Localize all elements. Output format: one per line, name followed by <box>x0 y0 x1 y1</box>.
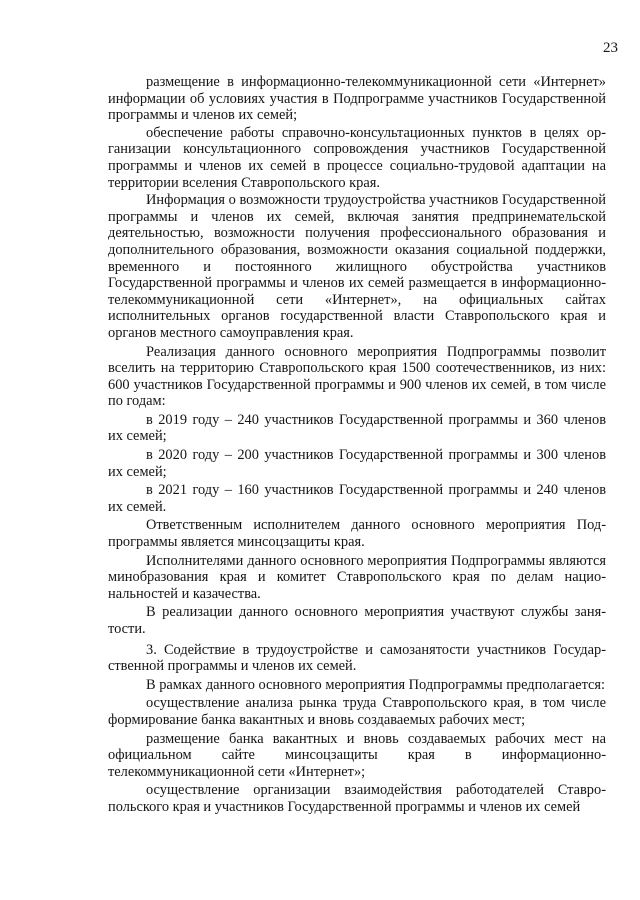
paragraph-year-2020: в 2020 году – 200 участников Государственной программы и 300 членов их семей; <box>108 447 606 480</box>
paragraph-year-2021: в 2021 году – 160 участников Государственной программы и 240 членов их семей. <box>108 482 606 515</box>
paragraph-internet-info: размещение в информационно-телекоммуникационной сети «Интернет» информации об условиях участия в Подпрограмме участников Государственной программы и членов их семей; <box>108 74 606 124</box>
paragraph-executors: Исполнителями данного основного мероприятия Подпрограммы являются минобразования края и комитет Ставропольского края по делам национальностей и казачества. <box>108 552 606 602</box>
paragraph-measure-intro: В рамках данного основного мероприятия Подпрограммы предполагается: <box>146 676 606 693</box>
paragraph-employment-info: Информация о возможности трудоустройства участников Государственной программы и членов их семей, включая занятия предпринемательской деятельностью, возможности получения профессионального образования и дополнительного образования, возможности оказания социальной поддержки, временного и постоянного жилищного обустройства участников Государственной программы и членов их семей размещается в информационно-телекоммуникационной сети «Интернет», на официальных сайтах исполнительных органов государственной власти Ставропольского края и органов местного самоуправления края. <box>108 192 606 341</box>
paragraph-employer-interaction: осуществление организации взаимодействия работодателей Ставропольского края и участников Государственной программы и членов их семей <box>108 782 606 815</box>
paragraph-responsible-executor: Ответственным исполнителем данного основного мероприятия Подпрограммы является минсоцзащиты края. <box>108 517 606 551</box>
section-heading-employment-assistance: 3. Содействие в трудоустройстве и самозанятости участников Государственной программы и членов их семей. <box>108 641 606 675</box>
document-body <box>108 74 606 816</box>
paragraph-employment-services: В реализации данного основного мероприятия участвуют службы занятости. <box>108 604 606 637</box>
page-number: 23 <box>603 40 618 56</box>
paragraph-resettlement-plan: Реализация данного основного мероприятия Подпрограммы позволит вселить на территорию Ставропольского края 1500 соотечественников, из них: 600 участников Государственной программы и 900 членов их семей, в том числе по годам: <box>108 343 606 410</box>
paragraph-year-2019: в 2019 году – 240 участников Государственной программы и 360 членов их семей; <box>108 411 606 445</box>
paragraph-labor-market-analysis: осуществление анализа рынка труда Ставропольского края, в том числе формирование банка вакантных и вновь создаваемых рабочих мест; <box>108 695 606 728</box>
paragraph-vacancy-bank: размещение банка вакантных и вновь создаваемых рабочих мест на официальном сайте минсоцзащиты края в информационно-телекоммуникационной сети «Интернет»; <box>108 730 606 780</box>
paragraph-consulting-points: обеспечение работы справочно-консультационных пунктов в целях организации консультационного сопровождения участников Государственной программы и членов их семей в процессе социально-трудовой адаптации на территории вселения Ставропольского края. <box>108 124 606 191</box>
